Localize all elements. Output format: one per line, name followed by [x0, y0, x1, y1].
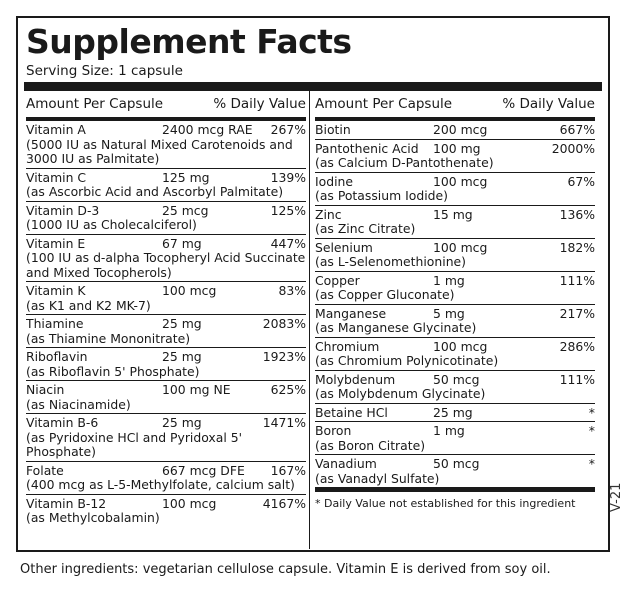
nutrient-dv: 447%: [270, 235, 306, 251]
amount-header: Amount Per Capsule: [315, 96, 453, 112]
nutrient-amount: 25 mg: [433, 404, 473, 420]
nutrient-amount: 67 mg: [162, 235, 202, 251]
footnote: * Daily Value not established for this ingredient: [315, 488, 595, 511]
nutrient-amount: 25 mg: [162, 316, 202, 331]
nutrient-row: [26, 235, 306, 283]
nutrient-source: (400 mcg as L-5-Methylfolate, calcium salt): [26, 477, 295, 492]
nutrient-amount: 25 mg: [162, 415, 202, 430]
nutrient-amount: 125 mg: [162, 169, 210, 185]
nutrient-amount: 100 mcg: [433, 173, 488, 189]
nutrient-row: [315, 305, 595, 338]
nutrient-amount: 50 mcg: [433, 456, 480, 471]
nutrient-name: Selenium: [315, 239, 373, 255]
supplement-facts-panel: [16, 16, 610, 552]
nutrient-name: Thiamine: [26, 316, 84, 331]
nutrient-name: Iodine: [315, 173, 354, 189]
nutrient-dv: 667%: [559, 122, 595, 137]
nutrient-amount: 2400 mcg RAE: [162, 122, 253, 137]
version-code: V-21: [609, 482, 624, 512]
nutrient-source: (as Pyridoxine HCl and Pyridoxal 5' Phosphate): [26, 429, 243, 459]
nutrient-name: Manganese: [315, 305, 387, 321]
nutrient-name: Zinc: [315, 206, 342, 222]
nutrient-dv: 1923%: [262, 349, 306, 364]
nutrient-amount: 100 mcg: [433, 239, 488, 255]
nutrient-amount: 100 mcg: [162, 283, 217, 298]
nutrient-name: Vitamin D-3: [26, 202, 100, 218]
nutrient-source: (as Niacinamide): [26, 396, 131, 412]
nutrient-name: Vitamin A: [26, 122, 86, 137]
nutrient-source: (as Zinc Citrate): [315, 221, 416, 236]
nutrient-dv: 1471%: [262, 415, 306, 430]
nutrient-amount: 667 mcg DFE: [162, 462, 245, 478]
nutrient-name: Vitamin B-6: [26, 415, 99, 430]
nutrient-amount: 5 mg: [433, 305, 465, 321]
nutrient-source: (as Vanadyl Sulfate): [315, 470, 440, 486]
nutrient-source: (as K1 and K2 MK-7): [26, 297, 151, 313]
nutrient-name: Vanadium: [315, 456, 377, 471]
amount-header: Amount Per Capsule: [26, 96, 164, 112]
nutrient-amount: 100 mg: [433, 140, 481, 156]
nutrient-dv: 286%: [559, 338, 595, 354]
nutrient-name: Vitamin K: [26, 283, 86, 298]
nutrient-name: Biotin: [315, 122, 351, 137]
nutrient-row: [26, 121, 306, 169]
nutrient-row: [26, 381, 306, 414]
nutrient-row: [26, 348, 306, 381]
nutrient-amount: 15 mg: [433, 206, 473, 222]
nutrient-amount: 200 mcg: [433, 122, 488, 137]
nutrient-name: Chromium: [315, 338, 380, 354]
nutrient-dv: 139%: [270, 169, 306, 185]
nutrient-amount: 25 mg: [162, 349, 202, 364]
nutrient-name: Riboflavin: [26, 349, 88, 364]
right-column: [315, 91, 595, 511]
nutrient-row: [315, 371, 595, 404]
nutrient-dv: 182%: [559, 239, 595, 255]
nutrient-dv: *: [588, 423, 595, 438]
nutrient-name: Molybdenum: [315, 371, 396, 387]
column-divider: [309, 91, 310, 549]
nutrient-source: (as Ascorbic Acid and Ascorbyl Palmitate): [26, 184, 284, 199]
nutrient-source: (1000 IU as Cholecalciferol): [26, 217, 197, 232]
nutrient-source: (as Calcium D-Pantothenate): [315, 155, 494, 170]
nutrient-row: [26, 315, 306, 348]
nutrient-name: Boron: [315, 423, 352, 438]
nutrient-dv: 125%: [270, 202, 306, 218]
nutrient-row: [26, 169, 306, 202]
nutrient-name: Copper: [315, 272, 360, 288]
nutrient-dv: 267%: [270, 122, 306, 137]
left-column-header: [26, 91, 306, 121]
nutrient-source: (as Methylcobalamin): [26, 510, 160, 525]
nutrient-dv: 67%: [567, 173, 595, 189]
nutrient-row: [315, 239, 595, 272]
nutrient-name: Vitamin C: [26, 169, 87, 185]
nutrient-amount: 50 mcg: [433, 371, 480, 387]
nutrient-source: (100 IU as d-alpha Tocopheryl Acid Succinate and Mixed Tocopherols): [26, 250, 306, 280]
nutrient-name: Niacin: [26, 382, 65, 397]
nutrient-source: (as Manganese Glycinate): [315, 320, 477, 335]
nutrient-source: (as Copper Gluconate): [315, 287, 455, 302]
nutrient-dv: 111%: [559, 371, 595, 387]
right-column-header: [315, 91, 595, 121]
nutrient-source: (as Riboflavin 5' Phosphate): [26, 363, 200, 379]
dv-header: % Daily Value: [213, 96, 306, 112]
panel-title: Supplement Facts: [26, 22, 352, 61]
nutrient-row: [315, 338, 595, 371]
nutrient-amount: 1 mg: [433, 423, 465, 438]
nutrient-source: (as Chromium Polynicotinate): [315, 353, 499, 368]
nutrient-source: (5000 IU as Natural Mixed Carotenoids and 3000 IU as Palmitate): [26, 136, 293, 166]
nutrient-amount: 100 mcg: [162, 495, 217, 511]
nutrient-dv: 111%: [559, 272, 595, 288]
nutrient-row: [315, 404, 595, 423]
nutrient-dv: 625%: [270, 382, 306, 397]
nutrient-dv: *: [588, 404, 595, 420]
thick-divider: [24, 82, 602, 91]
nutrient-dv: *: [588, 456, 595, 471]
nutrient-row: [315, 173, 595, 206]
nutrient-name: Pantothenic Acid: [315, 140, 419, 156]
left-column: [26, 91, 306, 527]
dv-header: % Daily Value: [502, 96, 595, 112]
nutrient-dv: 2000%: [551, 140, 595, 156]
nutrient-row: [26, 414, 306, 462]
nutrient-row: [26, 495, 306, 527]
nutrient-amount: 100 mcg: [433, 338, 488, 354]
nutrient-source: (as Potassium Iodide): [315, 188, 448, 203]
nutrient-dv: 2083%: [262, 316, 306, 331]
nutrient-name: Vitamin E: [26, 235, 86, 251]
nutrient-row: [26, 462, 306, 495]
nutrient-row: [315, 455, 595, 488]
nutrient-source: (as Molybdenum Glycinate): [315, 386, 486, 401]
nutrient-dv: 83%: [278, 283, 306, 298]
other-ingredients: Other ingredients: vegetarian cellulose capsule. Vitamin E is derived from soy oil.: [20, 562, 551, 577]
nutrient-name: Vitamin B-12: [26, 495, 107, 511]
nutrient-dv: 167%: [270, 462, 306, 478]
nutrient-row: [315, 272, 595, 305]
nutrient-source: (as Thiamine Mononitrate): [26, 330, 191, 346]
nutrient-source: (as Boron Citrate): [315, 437, 426, 453]
nutrient-row: [315, 422, 595, 455]
nutrient-dv: 217%: [559, 305, 595, 321]
nutrient-amount: 1 mg: [433, 272, 465, 288]
nutrient-row: [315, 140, 595, 173]
nutrient-row: [26, 282, 306, 315]
nutrient-amount: 100 mg NE: [162, 382, 231, 397]
nutrient-name: Betaine HCl: [315, 404, 388, 420]
nutrient-row: [315, 121, 595, 140]
nutrient-source: (as L-Selenomethionine): [315, 254, 466, 269]
nutrient-dv: 136%: [559, 206, 595, 222]
nutrient-dv: 4167%: [262, 495, 306, 511]
nutrient-row: [315, 206, 595, 239]
serving-size: Serving Size: 1 capsule: [26, 63, 183, 79]
nutrient-row: [26, 202, 306, 235]
nutrient-amount: 25 mcg: [162, 202, 209, 218]
nutrient-name: Folate: [26, 462, 64, 478]
